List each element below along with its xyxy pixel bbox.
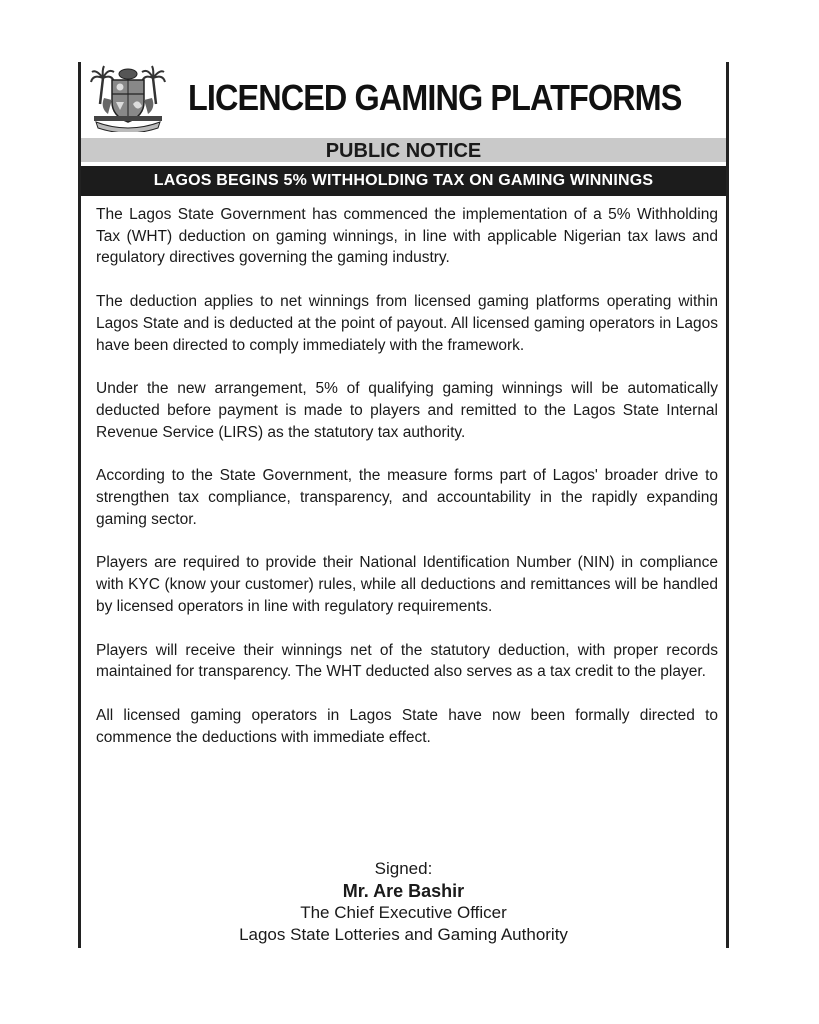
notice-header (90, 62, 720, 134)
paragraph: The Lagos State Government has commenced the implementation of a 5% Withholding Tax (WHT) deduction on gaming winnings, in line with applicable Nigerian tax laws and regulatory directives governing the gaming industry. (96, 206, 718, 267)
paragraph: According to the State Government, the measure forms part of Lagos' broader drive to strengthen tax compliance, transparency, and accountability in the rapidly expanding gaming sector. (96, 467, 718, 528)
signatory-organization: Lagos State Lotteries and Gaming Authority (239, 925, 568, 944)
paragraph: The deduction applies to net winnings from licensed gaming platforms operating within Lagos State and is deducted at the point of payout. All licensed gaming operators in Lagos have been directed to comply immediately with the framework. (96, 293, 718, 354)
signatory-role: The Chief Executive Officer (300, 903, 507, 922)
paragraph: Players will receive their winnings net of the statutory deduction, with proper records maintained for transparency. The WHT deducted also serves as a tax credit to the player. (96, 641, 718, 681)
coat-of-arms-icon (90, 64, 166, 132)
signature-block (81, 858, 726, 946)
notice-headline: LAGOS BEGINS 5% WITHHOLDING TAX ON GAMING WINNINGS (81, 166, 726, 196)
notice-body (96, 204, 718, 770)
paragraph: Under the new arrangement, 5% of qualifying gaming winnings will be automatically deducted before payment is made to players and remitted to the Lagos State Internal Revenue Service (LIRS) as the statutory tax authority. (96, 380, 718, 441)
paragraph: All licensed gaming operators in Lagos State have now been formally directed to commence the deductions with immediate effect. (96, 706, 718, 746)
signatory-name: Mr. Are Bashir (342, 881, 465, 901)
paragraph: Players are required to provide their National Identification Number (NIN) in compliance with KYC (know your customer) rules, while all deductions and remittances will be handled by licensed operators in line with regulatory requirements. (96, 554, 718, 615)
signed-label: Signed: (374, 859, 433, 878)
page-title: LICENCED GAMING PLATFORMS (188, 77, 682, 118)
public-notice-label: PUBLIC NOTICE (81, 138, 726, 162)
